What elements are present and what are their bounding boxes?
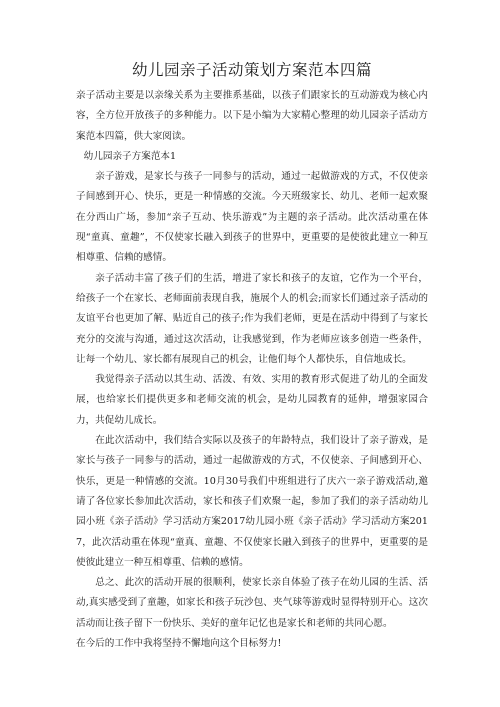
body-paragraph-3: 我觉得亲子活动以其生动、活泼、有效、实用的教育形式促进了幼儿的全面发展，也给家长们提供更多和老师交流的机会，是幼儿园教育的延伸，增强家园合力，共促幼儿成长。 bbox=[76, 374, 428, 426]
document-title: 幼儿园亲子活动策划方案范本四篇 bbox=[131, 61, 372, 79]
closing-paragraph: 在今后的工作中我将坚持不懈地向这个目标努力! bbox=[76, 638, 282, 650]
body-paragraph-5: 总之、此次的活动开展的很顺利，使家长亲自体验了孩子在幼儿园的生活、活动,真实感受到了童趣，如家长和孩子玩沙包、夹气球等游戏时显得特别开心。这次活动而让孩子留下一份快乐、美好的童年记忆也是家长和老师的共同心愿。 bbox=[76, 577, 428, 629]
body-paragraph-1: 亲子游戏，是家长与孩子一同参与的活动，通过一起做游戏的方式，不仅使亲子间感到开心、快乐，更是一种情感的交流。今天班级家长、幼儿、老师一起欢聚在分西山广场，参加“亲子互动、快乐游戏”为主题的亲子活动。此次活动重在体现“童真、童趣”，不仅使家长融入到孩子的世界中，更重要的是使彼此建立一种互相尊重、信赖的感情。 bbox=[76, 171, 428, 264]
body-paragraph-4: 在此次活动中，我们结合实际以及孩子的年龄特点，我们设计了亲子游戏，是家长与孩子一同参与的活动，通过一起做游戏的方式，不仅使亲、子间感到开心、快乐，更是一种情感的交流。10月30号我们中班组进行了庆六一亲子游戏活动,邀请了各位家长参加此次活动，家长和孩子们欢聚一起，参加了我们的亲子活动幼儿园小班《亲子活动》学习活动方案2017幼儿园小班《亲子活动》学习活动方案2017，此次活动重在体现“童真、童趣、不仅使家长融入到孩子的世界中，更重要的是使彼此建立一种互相尊重、信赖的感情。 bbox=[76, 435, 428, 568]
section-heading: 幼儿园亲子方案范本1 bbox=[83, 150, 177, 162]
body-paragraph-2: 亲子活动丰富了孩子们的生活，增进了家长和孩子的友谊，它作为一个平台，给孩子一个在家长、老师面前表现自我，施展个人的机会;而家长们通过亲子活动的友谊平台也更加了解、贴近自己的孩子;作为我们老师，更是在活动中得到了与家长充分的交流与沟通，通过这次活动，让我感觉到，作为老师应该多创造一些条件，让每一个幼儿、家长都有展现自己的机会，让他们每个人都快乐，自信地成长。 bbox=[76, 272, 428, 365]
intro-paragraph: 亲子活动主要是以亲缘关系为主要推系基础，以孩子们跟家长的互动游戏为核心内容，全方位开放孩子的多种能力。以下是小编为大家精心整理的幼儿园亲子活动方案范本四篇，供大家阅读。 bbox=[76, 90, 428, 142]
